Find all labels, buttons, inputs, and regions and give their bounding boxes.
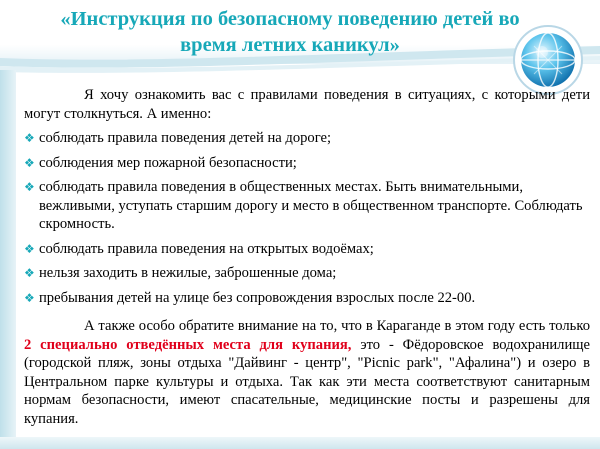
intro-paragraph: Я хочу ознакомить вас с правилами поведения в ситуациях, с которыми дети могут столкнуться. А именно:: [24, 87, 590, 122]
list-item: [24, 240, 590, 259]
list-item: [24, 129, 590, 148]
closing-text-after: это - Фёдоровское водохранилище (городской пляж, зоны отдыха "Дайвинг - центр", "Picnic park", "Афалина") и озеро в Центральном парке культуры и отдыха. Так как эти места соответствуют санитарным нормам безопасности, имеют спасательные, медицинские посты и разрешены для купания.: [24, 336, 590, 427]
closing-paragraph: [24, 317, 590, 428]
content-body: [24, 86, 590, 428]
list-item-text: соблюдать правила поведения на открытых водоёмах;: [39, 240, 374, 257]
list-item: [24, 178, 590, 234]
left-decorative-bar: [0, 70, 16, 449]
diamond-bullet-icon: ❖: [24, 266, 35, 280]
list-item-text: пребывания детей на улице без сопровождения взрослых после 22-00.: [39, 289, 476, 306]
diamond-bullet-icon: ❖: [24, 290, 35, 305]
list-item-text: нельзя заходить в нежилые, заброшенные дома;: [39, 265, 337, 281]
diamond-bullet-icon: ❖: [24, 180, 35, 194]
diamond-bullet-icon: ❖: [24, 131, 35, 145]
list-item: [24, 154, 590, 173]
list-item: [24, 264, 590, 283]
list-item-text: соблюдения мер пожарной безопасности;: [39, 154, 297, 171]
list-item-text: соблюдать правила поведения детей на дороге;: [39, 130, 332, 146]
highlighted-text: 2 специально отведённых места для купания,: [24, 336, 352, 353]
diamond-bullet-icon: ❖: [24, 241, 35, 256]
footer-band: [0, 437, 600, 449]
list-item-text: соблюдать правила поведения в общественных местах. Быть внимательными, вежливыми, уступать старшим дорогу и место в общественном транспорте. Соблюдать скромность.: [39, 179, 583, 232]
list-item: [24, 289, 590, 308]
page-title: «Инструкция по безопасному поведению детей во время летних каникул»: [60, 8, 520, 56]
diamond-bullet-icon: ❖: [24, 155, 35, 170]
closing-text-before: А также особо обратите внимание на то, что в Караганде в этом году есть только: [84, 318, 590, 334]
